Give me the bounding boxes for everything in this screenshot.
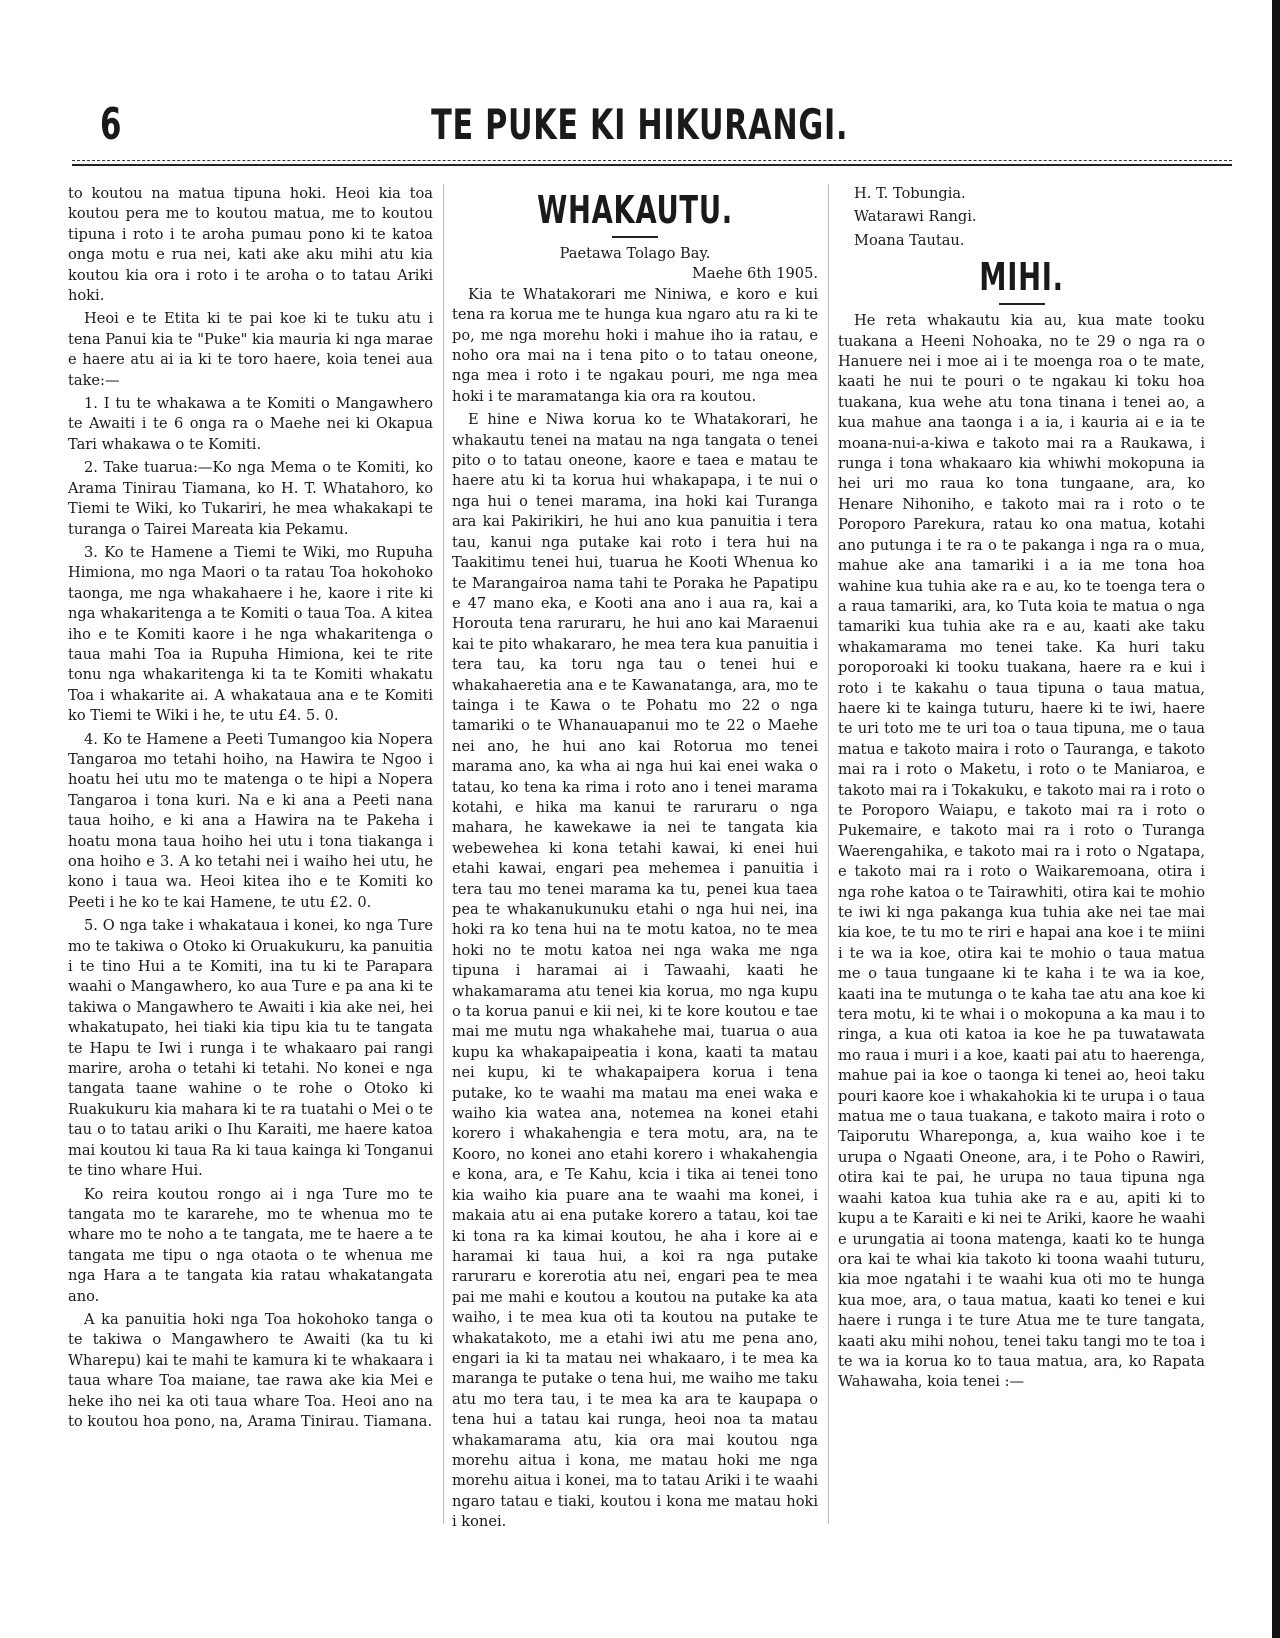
list-item: 1. I tu te whakawa a te Komiti o Mangawhero te Awaiti i te 6 onga ra o Maehe nei ki Okapua Tari whakawa o te Komiti. [68,395,433,453]
paragraph: Heoi e te Etita ki te pai koe ki te tuku atu i tena Panui kia te "Puke" kia mauria ki nga marae e haere atu ai ia ki te toro haere, koia tenei aua take:— [68,310,433,389]
signature: Moana Tautau. [854,231,965,249]
heading-rule [612,236,658,238]
list-item: 5. O nga take i whakataua i konei, ko nga Ture mo te takiwa o Otoko ki Oruakukuru, ka panuitia i te tino Hui a te Komiti, ina tu ki te Parapara waahi o Mangawhero, ko aua Ture e pa ana ki te takiwa o Mangawhero te Awaiti i kia ake nei, hei whakatupato, hei tiaki kia tipu kia tu te tangata te Hapu te Iwi i runga i te whakaaro pai rangi marire, aroha o tetahi ki tetahi. No konei e nga tangata taane wahine o te rohe o Otoko ki Ruakukuru kia mahara ki te ra tuatahi o Mei o te tau o to tatau ariki o Ihu Karaiti, me haere katoa mai koutou ki taua Ra ki taua kainga ki Tonganui te tino whare Hui. [68,917,433,1180]
paragraph: He reta whakautu kia au, kua mate tooku tuakana a Heeni Nohoaka, no te 29 o nga ra o Hanuere nei i moe ai i te moenga roa o te mate, kaati he nui te pouri o te ngakau ki toku hoa tuakana, kua wehe atu tona tinana i tenei ao, a kua mahue ana taonga i a ia, i kauria ai e ia te moana-nui-a-kiwa e takoto mai ra a Raukawa, i runga i tona whakaaro kia whiwhi mokopuna ia hei uri mo raua ko tona tungaane, ara, ko Henare Nihoniho, e takoto mai ra i roto o te Poroporo Parekura, ratau ko ona matua, kotahi ano putunga i te ra o te pakanga i nga ra o mua, mahue ake ana tamariki i a ia me tona hoa wahine kua tuhia ake ra e au, ko te toenga tera o a raua tamariki, ara, ko Tuta koia te matua o nga tamariki kua tuhia ake ra e au, kaati ake taku whakamarama mo tenei take. Ka huri taku poroporoaki ki tooku tuakana, haere ra e kui i roto i te kakahu o taua tipuna o taua matua, haere ki te kainga tuturu, haere ki te iwi, haere te uri toto me te uri toa o taua tipuna, me o taua matua e takoto maira i roto o Tauranga, e takoto mai ra i roto o Maketu, i roto o te Maniaroa, e takoto mai ra i Tokakuku, e takoto mai ra i roto o te Poroporo Waiapu, e takoto mai ra i roto o Pukemaire, e takoto mai ra i roto o Turanga Waerengahika, e takoto mai ra i roto o Ngatapa, e takoto mai ra i roto o Waikaremoana, otira i nga rohe katoa o te Tairawhiti, otira kai te mohio te iwi ki nga pakanga kua tuhia ake nei tae mai kia koe, te tu mo te riri e hapai ana koe i te miini i te wa ia koe, otira kai te mohio o taua matua me o taua tungaane ki te kaha i te wa ia koe, kaati ina te mutunga o te kaha tae atu ana koe ki tera motu, ki te whai i o mokopuna a ka mau i to ringa, a kua oti katoa ia koe he pa tuwatawata mo raua i muri i a koe, kaati pai atu to haerenga, mahue pai ia koe o taonga ki tenei ao, heoi taku pouri kaore koe i whakahokia ki te urupa i o taua matua me o taua tuakana, e takoto maira i roto o Taiporutu Whareponga, a, kua waiho koe i te urupa o Ngaati Oneone, ara, i te Poho o Rawiri, otira kai te pai, he urupa no taua tipuna nga waahi katoa kua tuhia ake ra e au, apiti ki to kupu a te Karaiti e ki nei te Ariki, kaore he waahi e urungatia ai toona matenga, kaati ko te hunga ora kai te whai kia takoto ki toona waahi tuturu, kia moe ngatahi i te waahi kua oti mo te hunga kua moe, ara, o taua matua, kaati ko tenei e kui haere i runga i te ture Atua me te ture tangata, kaati aku mihi nohou, tenei taku tangi mo te toa i te wa ia korua ko to taua matua, ara, ko Rapata Wahawaha, koia tenei :— [838,312,1205,1391]
column-divider [828,184,829,1524]
list-item: 4. Ko te Hamene a Peeti Tumangoo kia Nopera Tangaroa mo tetahi hoiho, na Hawira te Ngoo i hoatu hei utu mo te matenga o te hipi a Nopera Tangaroa i tona kuri. Na e ki ana a Peeti nana taua hoiho, e ki ana a Hawira na te Pakeha i hoatu mona taua hoiho hei utu i tona tiakanga i ona hoiho e 3. A ko tetahi nei i waiho hei utu, he kono i taua wa. Heoi kitea iho e te Komiti ko Peeti i he ko te kai Hamene, te utu £2. 0. [68,730,433,911]
paragraph: E hine e Niwa korua ko te Whatakorari, he whakautu tenei na matau na nga tangata o tenei pito o to tatau oneone, kaore e taea e matau te haere atu ki ta korua hui whakapapa, i te nui o nga hui o tenei marama, ina hoki kai Turanga ara kai Pakirikiri, he hui ano kua panuitia i tera tau, kanui nga putake kai roto i tera hui na Taakitimu tenei hui, tuarua he Kooti Whenua ko te Marangairoa nama tahi te Poraka he Papatipu e 47 mano eka, e Kooti ana ano i aua ra, kai a Horouta tena raruraru, he hui ano kai Maraenui kai te pito whakararo, he mea tera kua panuitia i tera tau, ka toru nga tau o tenei hui e whakahaeretia ana e te Kawanatanga, ara, mo te tainga i te Kawa o te Pohatu mo 22 o nga tamariki o te Whanauapanui mo te 22 o Maehe nei ano, he hui ano kai Rotorua mo tenei marama ano, ka wha ai nga hui kai enei waka o tatau, ko tena ka rima i roto ano i tenei marama kotahi, e hika ma kanui te raruraru o nga mahara, he kawekawe ia nei te tangata kia webewehea ki kona tetahi kawai, ki enei hui etahi kawai, engari pea mehemea i panuitia i tera tau mo tenei marama ka tu, penei kua taea pea te whakanukunuku etahi o nga hui nei, ina hoki ra ko tena hui na te motu katoa, no te mea hoki no te motu katoa nei nga waka me nga tipuna i haramai ai i Tawaahi, kaati he whakamarama atu tenei kia korua, mo nga kupu o ta korua panui e kii nei, ki te kore koutou e tae mai me mutu nga whakahehe mai, tuarua o aua kupu ka whakapaipeatia i kona, kaati ta matau nei kupu, ki te whakapaipera korua i tena putake, ko te waahi ma matau ma enei waka e waiho kia watea ana, notemea na konei etahi korero i whakahengia e tera motu, ara, na te Kooro, no konei ano etahi korero i whakahengia e kona, ara, e Te Kahu, kcia i tika ai tenei tono kia waiho kia puare ana te waahi ma konei, i makaia atu ai ena putake korero a tatau, koi tae ki tona ra ka kimai koutou, he aha i kore ai e haramai ki taua hui, a koi ra nga putake raruraru e korerotia atu nei, engari pea te mea pai me mahi e koutou a koutou na putake ka ata waiho, i te mea kua oti ta koutou na putake te whakatakoto, me a etahi iwi atu me pena ano, engari ia ki ta matau nei whakaaro, i te mea ka maranga te putake o tena hui, me waiho me taku atu mo tera tau, i te mea ka ara te kaupapa o tena hui a tatau kai runga, heoi noa ta matau whakamarama atu, kia ora mai koutou nga morehu aitua i kona, me matau hoki me nga morehu aitua i konei, ma to tatau Ariki i te waahi ngaro tatau e tiaki, koutou i kona me matau hoki i konei. [452,411,818,1531]
letter-date: Maehe 6th 1905. [692,265,818,283]
paragraph: Kia te Whatakorari me Niniwa, e koro e kui tena ra korua me te hunga kua ngaro atu ra ki te po, me nga morehu hoki i mahue iho ia ratau, e noho ora mai na i tena pito o to tatau oneone, nga mea i roto i te ngakau pouri, me nga mea hoki i te maramatanga kia ora ra koutou. [452,285,818,405]
column-1 [68,184,433,1435]
column-2 [452,184,818,1536]
newspaper-title: TE PUKE KI HIKURANGI. [431,100,849,149]
page-edge [1272,0,1280,1638]
paragraph: A ka panuitia hoki nga Toa hokohoko tanga o te takiwa o Mangawhero te Awaiti (ka tu ki Wharepu) kai te mahi te kamura ki te whakaara i taua whare Toa maiane, tae rawa ake kia Mei e heke iho nei ka oti taua whare Toa. Heoi ano na to koutou hoa pono, na, Arama Tinirau. Tiamana. [68,1310,433,1430]
header-rule [72,164,1232,166]
section-heading-mihi: MIHI. [979,255,1064,300]
letter-place: Paetawa Tolago Bay. [559,245,711,262]
signature: Watarawi Rangi. [854,208,977,226]
page-number: 6 [100,99,122,150]
paragraph: to koutou na matua tipuna hoki. Heoi kia toa koutou pera me to koutou matua, me to koutou tipuna i roto i te aroha pumau pono ki te katoa onga motu e rua nei, kati ake aku mihi atu kia koutou kia ora i roto i te aroha o to tatau Ariki hoki. [68,185,433,305]
header-rule-dashed [72,160,1232,161]
heading-rule [999,303,1045,305]
section-heading-whakautu: WHAKAUTU. [537,188,733,232]
signature: H. T. Tobungia. [854,185,966,202]
column-divider [443,184,444,1524]
list-item: 2. Take tuarua:—Ko nga Mema o te Komiti, ko Arama Tinirau Tiamana, ko H. T. Whatahoro, ko Tiemi te Wiki, ko Tukariri, he mea whakakapi te turanga o Tairei Mareata kia Pekamu. [68,459,433,538]
column-3 [838,184,1205,1396]
masthead [0,100,1280,150]
paragraph: Ko reira koutou rongo ai i nga Ture mo te tangata mo te kararehe, mo te whenua mo te whare mo te noho a te tangata, me te haere a te tangata me tipu o nga otaota o te whenua me nga Hara a te tangata kia ratau whakatangata ano. [68,1185,433,1305]
list-item: 3. Ko te Hamene a Tiemi te Wiki, mo Rupuha Himiona, mo nga Maori o ta ratau Toa hokohoko taonga, me nga whakahaere i he, kaore i rite ki nga whakaritenga a te Komiti o taua Toa. A kitea iho e te Komiti kaore i he nga whakaritenga o taua mahi Toa ia Rupuha Himiona, kei te rite tonu nga whakaritenga ki ta te Komiti whakatu Toa i whakarite ai. A whakataua ana e te Komiti ko Tiemi te Wiki i he, te utu £4. 5. 0. [68,543,433,725]
